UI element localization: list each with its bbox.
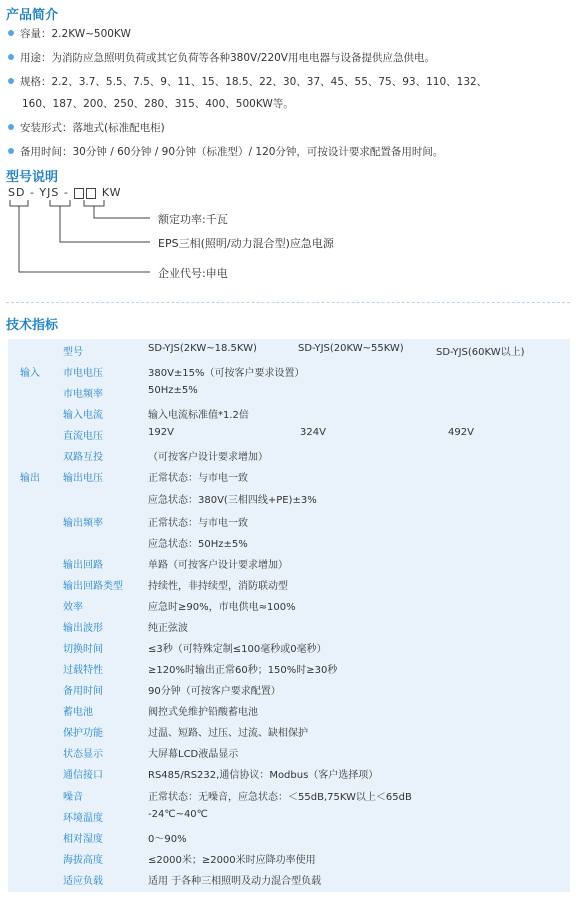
table-row: 切换时间 ≤3秒（可特殊定制≤100毫秒或0毫秒） <box>63 644 327 655</box>
intro-install: 安装形式：落地式(标准配电柜) <box>8 120 165 135</box>
table-row: 状态显示 大屏幕LCD液晶显示 <box>63 749 239 760</box>
table-row: 过载特性 ≥120%时输出正常60秒；150%时≥30秒 <box>63 665 338 676</box>
intro-backup-time: 备用时间：30分钟 / 60分钟 / 90分钟（标准型）/ 120分钟，可按设计要求配置备用时间。 <box>8 144 443 159</box>
intro-spec-continued: 160、187、200、250、280、315、400、500KW等。 <box>22 98 294 110</box>
bullet-icon <box>8 124 14 130</box>
bracket-yjs <box>50 200 70 206</box>
table-row: 相对湿度 0～90% <box>63 834 187 845</box>
table-row: 应急状态：380V(三相四线+PE)±3% <box>148 495 317 506</box>
bracket-sd <box>10 200 28 206</box>
intro-title: 产品简介 <box>6 8 59 23</box>
leader-eps <box>60 206 150 242</box>
bullet-icon <box>8 78 14 84</box>
intro-capacity: 容量：2.2KW~500KW <box>8 26 131 41</box>
bullet-icon <box>8 148 14 154</box>
table-row: 直流电压 192V 324V 492V <box>63 427 474 442</box>
section-divider <box>6 302 570 303</box>
bracket-kw <box>84 200 104 206</box>
table-row: 输入 市电电压 380V±15%（可按客户要求设置） <box>20 368 305 379</box>
intro-usage: 用途：为消防应急照明负荷或其它负荷等各种380V/220V用电电器与设备提供应急供电。 <box>8 50 435 65</box>
table-row: 市电频率 50Hz±5% <box>63 385 198 400</box>
specs-title: 技术指标 <box>6 318 59 333</box>
table-row: 保护功能 过温、短路、过压、过流、缺相保护 <box>63 728 308 739</box>
leader-power <box>94 206 150 218</box>
table-row: 海拔高度 ≤2000米；≥2000米时应降功率使用 <box>63 855 316 866</box>
table-row: 输出 输出电压 正常状态：与市电一致 <box>20 473 248 484</box>
table-row: 型号 SD-YJS(2KW~18.5KW) SD-YJS(20KW~55KW) SD-YJS(60KW以上) <box>63 343 525 358</box>
spec-table <box>8 339 570 892</box>
table-row: 适应负载 适用 于各种三相照明及动力混合型负载 <box>63 876 322 887</box>
table-row: 输出波形 纯正弦波 <box>63 623 188 634</box>
table-row: 噪音 正常状态：无噪音，应急状态：＜55dB,75KW以上＜65dB <box>63 792 412 803</box>
table-row: 输出回路类型 持续性，非持续型，消防联动型 <box>63 581 288 592</box>
table-row: 应急状态：50Hz±5% <box>148 539 248 550</box>
bullet-icon <box>8 54 14 60</box>
label-eps-type: EPS三相(照明/动力混合型)应急电源 <box>158 237 334 250</box>
leader-company <box>19 206 150 272</box>
label-rated-power: 额定功率:千瓦 <box>158 213 228 226</box>
bullet-icon <box>8 30 14 36</box>
table-row: 蓄电池 阀控式免维护铅酸蓄电池 <box>63 707 258 718</box>
model-title: 型号说明 <box>6 170 59 185</box>
intro-spec: 规格：2.2、3.7、5.5、7.5、9、11、15、18.5、22、30、37、45、55、75、93、110、132、 <box>8 74 487 89</box>
table-row: 输出频率 正常状态：与市电一致 <box>63 518 248 529</box>
model-code: SD - YJS - KW <box>8 186 122 199</box>
table-row: 输入电流 输入电流标准值*1.2倍 <box>63 410 249 421</box>
table-row: 双路互投 （可按客户设计要求增加） <box>63 452 268 463</box>
table-row: 效率 应急时≥90%，市电供电≈100% <box>63 602 296 613</box>
table-row: 备用时间 90分钟（可按客户要求配置） <box>63 686 281 697</box>
table-row: 环境温度 -24℃~40℃ <box>63 809 208 824</box>
table-row: 通信接口 RS485/RS232,通信协议：Modbus（客户选择项） <box>63 770 379 781</box>
table-row: 输出回路 单路（可按客户设计要求增加） <box>63 560 288 571</box>
label-company-code: 企业代号:申电 <box>158 267 228 280</box>
